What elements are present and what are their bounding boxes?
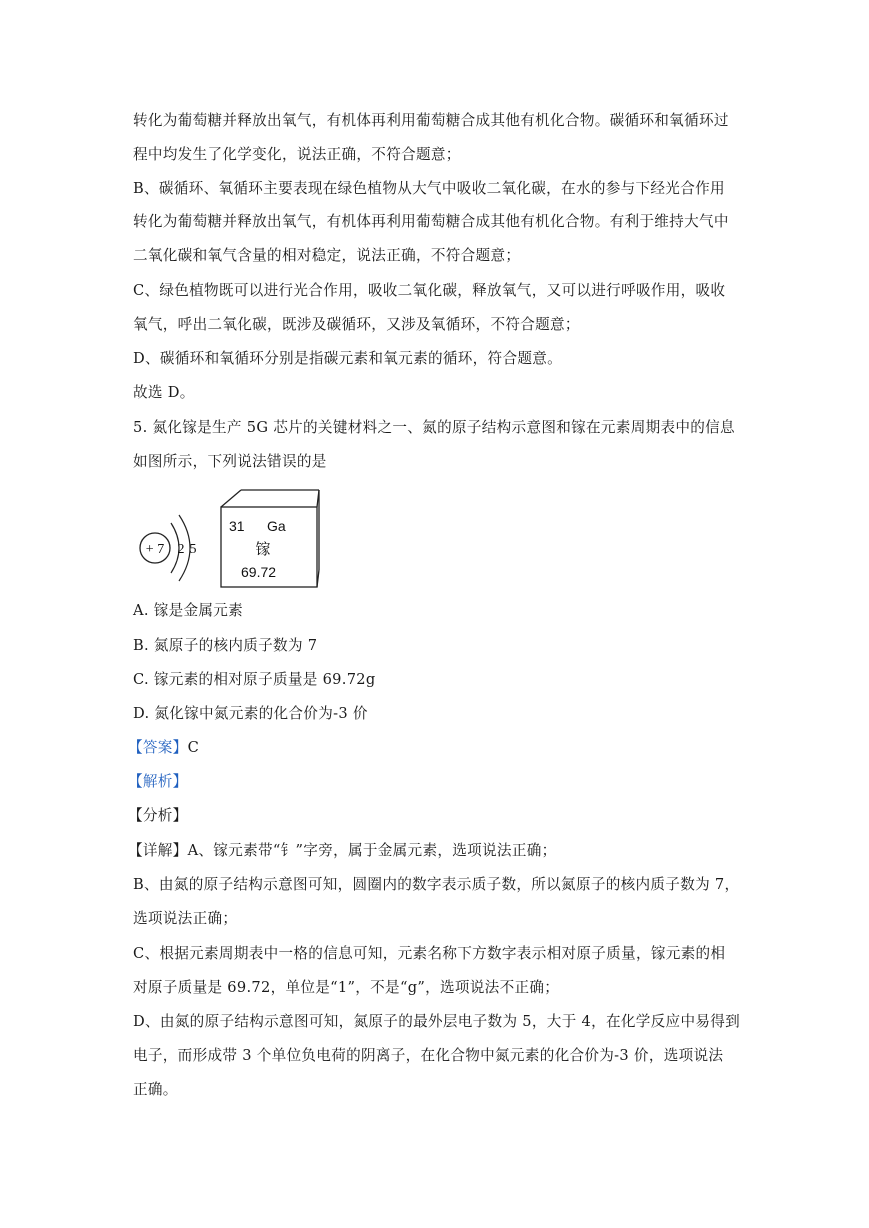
explain-line: 对原子质量是 69.72，单位是“1”，不是“g”，选项说法不正确； [133, 979, 560, 996]
text-line: C、绿色植物既可以进行光合作用，吸收二氧化碳，释放氧气，又可以进行呼吸作用，吸收 [133, 282, 726, 299]
text-line: 转化为葡萄糖并释放出氧气，有机体再利用葡萄糖合成其他有机化合物。碳循环和氧循环过 [133, 112, 729, 129]
option-b: B. 氮原子的核内质子数为 7 [133, 637, 318, 654]
question-stem: 如图所示，下列说法错误的是 [133, 453, 327, 470]
option-d: D. 氮化镓中氮元素的化合价为-3 价 [133, 705, 368, 722]
explain-line: B、由氮的原子结构示意图可知，圆圈内的数字表示质子数，所以氮原子的核内质子数为 7， [133, 876, 740, 893]
text-line: D、碳循环和氧循环分别是指碳元素和氧元素的循环，符合题意。 [133, 350, 563, 367]
nucleus-charge: + 7 [145, 542, 165, 557]
explain-line: 电子，而形成带 3 个单位负电荷的阴离子，在化合物中氮元素的化合价为-3 价，选项说法 [133, 1047, 724, 1064]
explain-line: C、根据元素周期表中一格的信息可知，元素名称下方数字表示相对原子质量，镓元素的相 [133, 945, 726, 962]
fenxi-label: 【分析】 [128, 807, 188, 824]
detail-text: A、镓元素带“钅”字旁，属于金属元素，选项说法正确； [187, 842, 557, 859]
explain-line: D、由氮的原子结构示意图可知，氮原子的最外层电子数为 5，大于 4，在化学反应中易得到 [133, 1013, 741, 1030]
analysis-tag: 【解析】 [128, 773, 188, 790]
question-stem: 5. 氮化镓是生产 5G 芯片的关键材料之一、氮的原子结构示意图和镓在元素周期表中的信息 [133, 419, 735, 436]
text-line: 氧气，呼出二氧化碳，既涉及碳循环，又涉及氧循环，不符合题意； [133, 316, 580, 333]
element-name: 镓 [255, 540, 271, 558]
text-line: 二氧化碳和氧气含量的相对稳定，说法正确，不符合题意； [133, 247, 521, 264]
explain-line: 选项说法正确； [133, 910, 238, 927]
atomic-number: 31 [229, 518, 245, 534]
text-line: 程中均发生了化学变化，说法正确，不符合题意； [133, 146, 461, 163]
text-line: 故选 D。 [133, 384, 195, 401]
answer-tag: 【答案】 [128, 739, 188, 756]
atom-and-element-figure [133, 485, 333, 595]
detail-tag: 【详解】 [128, 842, 188, 859]
detail-line [128, 841, 557, 861]
option-c: C. 镓元素的相对原子质量是 69.72g [133, 671, 376, 688]
shell-electron-count: 2 [177, 542, 185, 557]
explain-line: 正确。 [133, 1081, 178, 1098]
text-line: B、碳循环、氧循环主要表现在绿色植物从大气中吸收二氧化碳，在水的参与下经光合作用 [133, 180, 725, 197]
nitrogen-atom-diagram [140, 515, 197, 581]
option-a: A. 镓是金属元素 [133, 602, 244, 619]
gallium-element-box [221, 490, 319, 587]
text-line: 转化为葡萄糖并释放出氧气，有机体再利用葡萄糖合成其他有机化合物。有利于维持大气中 [133, 213, 729, 230]
question-figure [133, 485, 333, 595]
answer-line [128, 738, 199, 758]
element-symbol: Ga [267, 518, 286, 534]
atomic-mass: 69.72 [241, 564, 277, 580]
answer-value: C [187, 739, 200, 756]
shell-electron-count: 5 [189, 542, 197, 557]
